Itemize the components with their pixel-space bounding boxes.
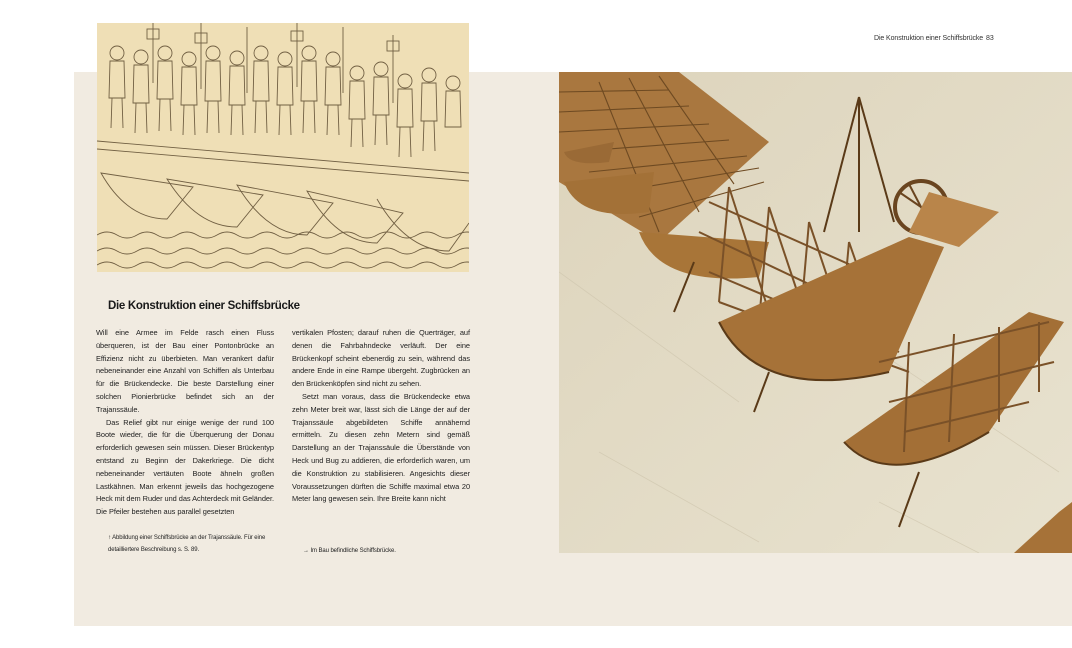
text-column-2 [292, 327, 470, 506]
illustration-figure [559, 72, 1072, 553]
column-relief-drawing-icon [97, 23, 469, 272]
bridge-construction-painting-icon [559, 72, 1072, 553]
illustration-caption: → Im Bau befindliche Schiffsbrücke. [303, 548, 396, 554]
paragraph: Setzt man voraus, dass die Brückendecke etwa zehn Meter breit war, lässt sich die Länge der auf der Trajanssäule abgebildeten Schiffe annähernd ermitteln. Zu diesen zehn Metern sind gemäß Darstellung an der Trajanssäule die Überstände von Heck und Bug zu addieren, die erforderlich waren, um die Konstruktion zu stabilisieren. Angesichts dieser Voraussetzungen dürften die Schiffe maximal etwa 20 Meter lang gewesen sein. Ihre Breite kann nicht [292, 391, 470, 504]
relief-figure [97, 23, 469, 272]
running-head: Die Konstruktion einer Schiffsbrücke [874, 35, 984, 42]
article-heading: Die Konstruktion einer Schiffsbrücke [108, 300, 300, 312]
paragraph: Will eine Armee im Felde rasch einen Fluss überqueren, ist der Bau einer Pontonbrücke an Effizienz nicht zu überbieten. Man verankert dafür nebeneinander eine Anzahl von Schiffen als Unterbau für die Brückendecke. Die beste Darstellung einer solchen Pionierbrücke befindet sich an der Trajanssäule. [96, 328, 274, 414]
page-number: 83 [986, 35, 994, 42]
paragraph: vertikalen Pfosten; darauf ruhen die Querträger, auf denen die Fahrbahndecke verläuft. Der eine Brückenkopf scheint ebenerdig zu sein, während das andere Ende in eine Rampe übergeht. Zugbrücken an den Brückenköpfen sind nicht zu sehen. [292, 328, 470, 389]
paragraph: Das Relief gibt nur einige wenige der rund 100 Boote wieder, die für die Überquerung der Donau erforderlich gewesen sein müssen. Dieser Brückentyp entstand zu Beginn der Dakerkriege. Die dicht nebeneinander vertäuten Boote ähneln großen Lastkähnen. Man erkennt jeweils das hochgezogene Heck mit dem Ruder und das Achterdeck mit Geländer. Die Pfeiler bestehen aus parallel gesetzten [96, 417, 274, 517]
text-column-1 [96, 327, 274, 519]
relief-caption: ↑ Abbildung einer Schiffsbrücke an der Trajanssäule. Für eine detailliertere Beschreibung s. S. 89. [108, 535, 266, 553]
